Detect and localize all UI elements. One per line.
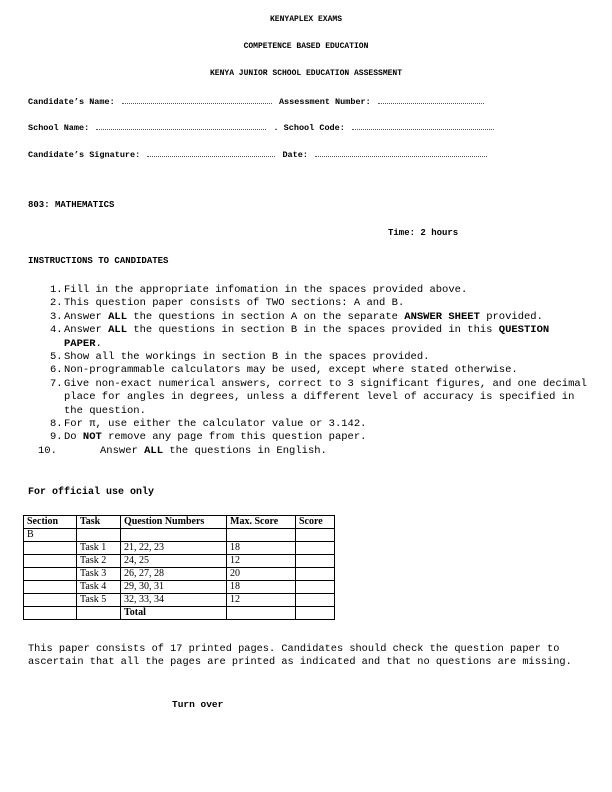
questions-cell: 32, 33, 34	[121, 594, 227, 607]
task-cell: Task 1	[77, 542, 121, 555]
instruction-item: 9. Do NOT remove any page from this question paper.	[50, 431, 367, 444]
instruction-item: 1. Fill in the appropriate infomation in the spaces provided above.	[50, 284, 468, 296]
header-max-score: Max. Score	[227, 516, 296, 529]
instruction-item: 10. Answer ALL the questions in English.	[38, 444, 327, 457]
total-label: Total	[121, 607, 227, 620]
task-cell: Task 4	[77, 581, 121, 594]
table-header-row	[24, 516, 335, 529]
max-score-cell: 12	[227, 555, 296, 568]
header-task: Task	[77, 516, 121, 529]
questions-cell: 26, 27, 28	[121, 568, 227, 581]
date-field[interactable]	[315, 148, 487, 157]
instruction-item: 3. Answer ALL the questions in section A on the separate ANSWER SHEET provided.	[50, 310, 543, 323]
candidate-name-field[interactable]	[122, 95, 272, 104]
official-use-label: For official use only	[28, 487, 155, 498]
time-allowed: Time: 2 hours	[388, 228, 459, 238]
table-row	[24, 529, 335, 542]
score-table	[23, 515, 335, 620]
max-score-cell: 12	[227, 594, 296, 607]
instruction-item: 2. This question paper consists of TWO sections: A and B.	[50, 297, 405, 310]
page-count-note: This paper consists of 17 printed pages. Candidates should check the question paper to ascertain that all the pages are printed as indicated and that no questions are missing.	[28, 643, 572, 669]
assessment-number-label: Assessment Number:	[278, 97, 371, 107]
instruction-item: 8. For π, use either the calculator value or 3.142.	[50, 418, 367, 431]
subject-title: 803: MATHEMATICS	[28, 200, 115, 210]
instruction-item: 6. Non-programmable calculators may be used, except where stated otherwise.	[50, 364, 518, 377]
header-question-numbers: Question Numbers	[121, 516, 227, 529]
max-score-cell: 20	[227, 568, 296, 581]
table-row	[24, 555, 335, 568]
school-name-field[interactable]	[96, 121, 266, 130]
header-score: Score	[296, 516, 335, 529]
signature-field[interactable]	[147, 148, 275, 157]
header-section: Section	[24, 516, 77, 529]
section-cell: B	[24, 529, 77, 542]
assessment-number-field[interactable]	[378, 95, 484, 104]
total-score-cell[interactable]	[296, 607, 335, 620]
assessment-title: KENYA JUNIOR SCHOOL EDUCATION ASSESSMENT	[209, 69, 403, 78]
task-cell: Task 2	[77, 555, 121, 568]
instructions-heading: INSTRUCTIONS TO CANDIDATES	[28, 256, 169, 266]
signature-row	[28, 148, 489, 160]
school-code-field[interactable]	[352, 121, 494, 130]
school-details-row	[28, 121, 496, 133]
score-cell[interactable]	[296, 555, 335, 568]
instructions-list	[38, 284, 590, 458]
instruction-item: 5. Show all the workings in section B in the spaces provided.	[50, 351, 430, 364]
instruction-item: 4. Answer ALL the questions in section B in the spaces provided in this QUESTION PAPER.	[50, 324, 550, 350]
table-row	[24, 568, 335, 581]
task-cell: Task 3	[77, 568, 121, 581]
questions-cell: 21, 22, 23	[121, 542, 227, 555]
school-name-label: School Name:	[28, 123, 90, 133]
score-cell[interactable]	[296, 542, 335, 555]
questions-cell: 24, 25	[121, 555, 227, 568]
curriculum-title: COMPETENCE BASED EDUCATION	[243, 42, 369, 51]
task-cell: Task 5	[77, 594, 121, 607]
max-score-cell: 18	[227, 542, 296, 555]
table-row	[24, 594, 335, 607]
score-cell[interactable]	[296, 594, 335, 607]
table-total-row	[24, 607, 335, 620]
school-code-label: . School Code:	[273, 123, 345, 133]
signature-label: Candidate’s Signature:	[28, 150, 141, 160]
exam-body-title: KENYAPLEX EXAMS	[269, 15, 342, 24]
score-cell[interactable]	[296, 581, 335, 594]
turn-over-label: Turn over	[172, 699, 224, 710]
table-row	[24, 581, 335, 594]
table-row	[24, 542, 335, 555]
max-score-cell: 18	[227, 581, 296, 594]
date-label: Date:	[282, 150, 308, 160]
candidate-name-label: Candidate’s Name:	[28, 97, 115, 107]
candidate-details-row	[28, 95, 486, 107]
questions-cell: 29, 30, 31	[121, 581, 227, 594]
score-cell[interactable]	[296, 568, 335, 581]
instruction-item: 7. Give non-exact numerical answers, correct to 3 significant figures, and one decimal place for angles in degrees, unless a different level of accuracy is specified in the question.	[50, 377, 587, 417]
